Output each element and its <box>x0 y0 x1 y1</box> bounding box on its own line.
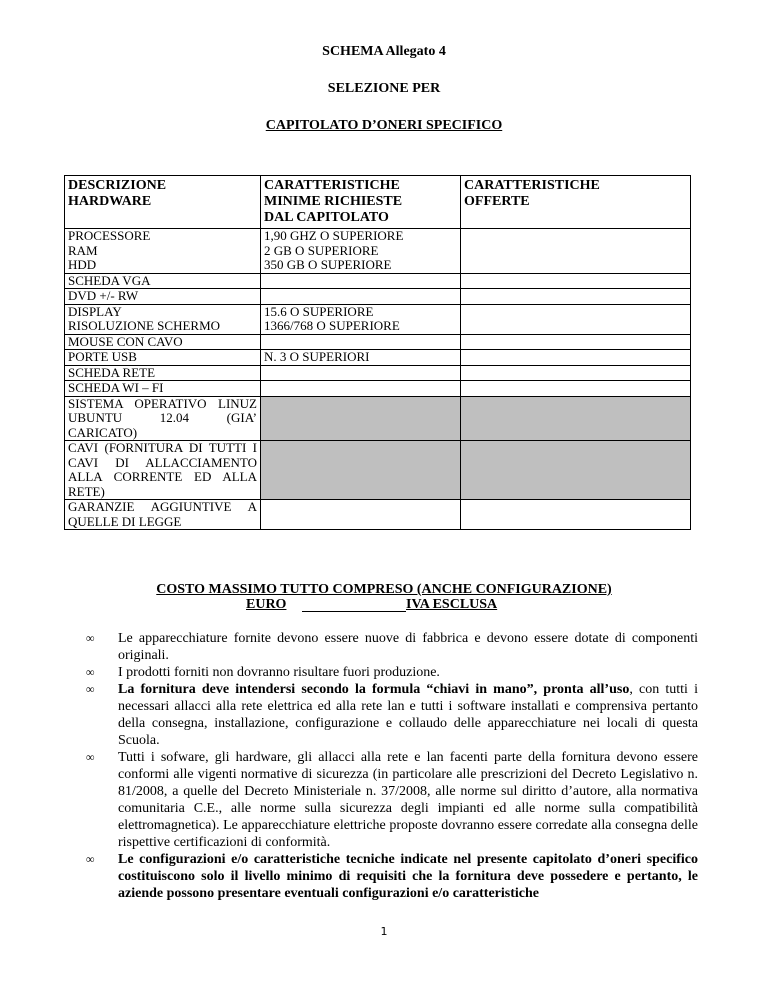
infinity-bullet-icon: ∞ <box>86 682 95 696</box>
row-offer <box>461 304 691 319</box>
cost-euro-label: EURO <box>246 597 287 612</box>
row-min <box>261 441 461 500</box>
table-row <box>65 365 691 381</box>
header-caratteristiche-offerte: CARATTERISTICHE OFFERTE <box>461 176 691 229</box>
row-desc: PROCESSORE <box>65 229 261 244</box>
row-offer <box>461 500 691 530</box>
table-row <box>65 500 691 530</box>
table-row <box>65 244 691 259</box>
row-desc: SCHEDA RETE <box>65 365 261 381</box>
page-number: 1 <box>380 925 388 938</box>
table-row <box>65 381 691 397</box>
list-item <box>86 664 698 681</box>
row-min <box>261 381 461 397</box>
list-item <box>86 681 698 749</box>
note-text: Tutti i sofware, gli hardware, gli allacci alla rete e lan facenti parte della fornitura devono essere conformi alle vigenti normative di sicurezza (in particolare alle prescrizioni del Decreto Legislativo n. 81/2008, a quelle del Decreto Ministeriale n. 37/2008, alle norme sul diritto d’autore, alla normativa comunitaria C.E., alle norme sulla sicurezza degli impianti ed alle norme sulla compatibilità elettromagnetica). Le apparecchiature elettriche proposte dovranno essere corredate alla consegna delle rispettive certificazioni di conformità. <box>118 750 698 850</box>
row-min: N. 3 O SUPERIORI <box>261 350 461 366</box>
row-offer <box>461 273 691 289</box>
row-offer <box>461 258 691 273</box>
table-row <box>65 229 691 244</box>
row-desc: SCHEDA WI – FI <box>65 381 261 397</box>
row-desc: DISPLAY <box>65 304 261 319</box>
table-row <box>65 350 691 366</box>
table-row <box>65 258 691 273</box>
cost-amount-blank <box>302 611 406 612</box>
row-desc: SCHEDA VGA <box>65 273 261 289</box>
row-desc: HDD <box>65 258 261 273</box>
row-offer <box>461 381 691 397</box>
row-min <box>261 334 461 350</box>
table-header-row <box>65 176 691 229</box>
row-desc: CAVI (FORNITURA DI TUTTI I CAVI DI ALLACCIAMENTO ALLA CORRENTE ED ALLA RETE) <box>65 441 261 500</box>
row-desc: MOUSE CON CAVO <box>65 334 261 350</box>
note-text: Le apparecchiature fornite devono essere nuove di fabbrica e devono essere dotate di componenti originali. <box>118 631 698 663</box>
conditions-list <box>86 630 698 902</box>
row-desc: DVD +/- RW <box>65 289 261 305</box>
title-schema: SCHEMA Allegato 4 <box>322 44 446 59</box>
list-item <box>86 749 698 851</box>
note-text: , con tutti i necessari allacci alla rete elettrica ed alla rete lan e tutti i software installati e comprensiva pertanto della consegna, installazione, configurazione e collaudo delle apparecchiature nei locali di questa Scuola. <box>118 682 698 748</box>
table-row <box>65 441 691 500</box>
infinity-bullet-icon: ∞ <box>86 750 95 764</box>
row-desc: GARANZIE AGGIUNTIVE A QUELLE DI LEGGE <box>65 500 261 530</box>
list-item <box>86 630 698 664</box>
table-row <box>65 396 691 441</box>
note-bold-text: La fornitura deve intendersi secondo la formula “chiavi in mano”, pronta all’uso <box>118 682 630 697</box>
row-desc: PORTE USB <box>65 350 261 366</box>
row-min <box>261 500 461 530</box>
row-offer <box>461 396 691 441</box>
table-row <box>65 273 691 289</box>
row-desc: RISOLUZIONE SCHERMO <box>65 319 261 334</box>
table-row <box>65 289 691 305</box>
table-row <box>65 304 691 319</box>
header-descrizione: DESCRIZIONE HARDWARE <box>65 176 261 229</box>
row-min <box>261 289 461 305</box>
row-min: 1366/768 O SUPERIORE <box>261 319 461 334</box>
row-offer <box>461 441 691 500</box>
title-selezione: SELEZIONE PER <box>327 81 441 96</box>
cost-heading <box>0 582 768 598</box>
title-capitolato: CAPITOLATO D’ONERI SPECIFICO <box>265 118 503 133</box>
table-row <box>65 334 691 350</box>
list-item <box>86 851 698 902</box>
row-min <box>261 365 461 381</box>
cost-heading-text: COSTO MASSIMO TUTTO COMPRESO (ANCHE CONFIGURAZIONE) <box>156 582 612 597</box>
row-offer <box>461 244 691 259</box>
row-min <box>261 396 461 441</box>
row-min: 350 GB O SUPERIORE <box>261 258 461 273</box>
infinity-bullet-icon: ∞ <box>86 631 95 645</box>
infinity-bullet-icon: ∞ <box>86 665 95 679</box>
table-row <box>65 319 691 334</box>
row-desc: SISTEMA OPERATIVO LINUZ UBUNTU 12.04 (GIA’ CARICATO) <box>65 396 261 441</box>
row-min <box>261 273 461 289</box>
row-offer <box>461 350 691 366</box>
header-caratteristiche-minime <box>261 176 461 229</box>
row-min: 2 GB O SUPERIORE <box>261 244 461 259</box>
row-offer <box>461 334 691 350</box>
note-text: I prodotti forniti non dovranno risultare fuori produzione. <box>118 665 440 680</box>
note-bold-text: Le configurazioni e/o caratteristiche tecniche indicate nel presente capitolato d’oneri specifico costituiscono solo il livello minimo di requisiti che la fornitura deve possedere e pertanto, le aziende possono presentare eventuali configurazioni e/o caratteristiche <box>118 852 698 901</box>
cost-iva-label: IVA ESCLUSA <box>406 597 498 612</box>
infinity-bullet-icon: ∞ <box>86 852 95 866</box>
row-offer <box>461 319 691 334</box>
row-min: 15.6 O SUPERIORE <box>261 304 461 319</box>
hardware-table <box>64 175 691 530</box>
row-offer <box>461 229 691 244</box>
row-desc: RAM <box>65 244 261 259</box>
row-min: 1,90 GHZ O SUPERIORE <box>261 229 461 244</box>
header-caratteristiche-minime-text: CARATTERISTICHE MINIME RICHIESTE DAL CAPITOLATO <box>264 178 403 225</box>
row-offer <box>461 289 691 305</box>
row-offer <box>461 365 691 381</box>
